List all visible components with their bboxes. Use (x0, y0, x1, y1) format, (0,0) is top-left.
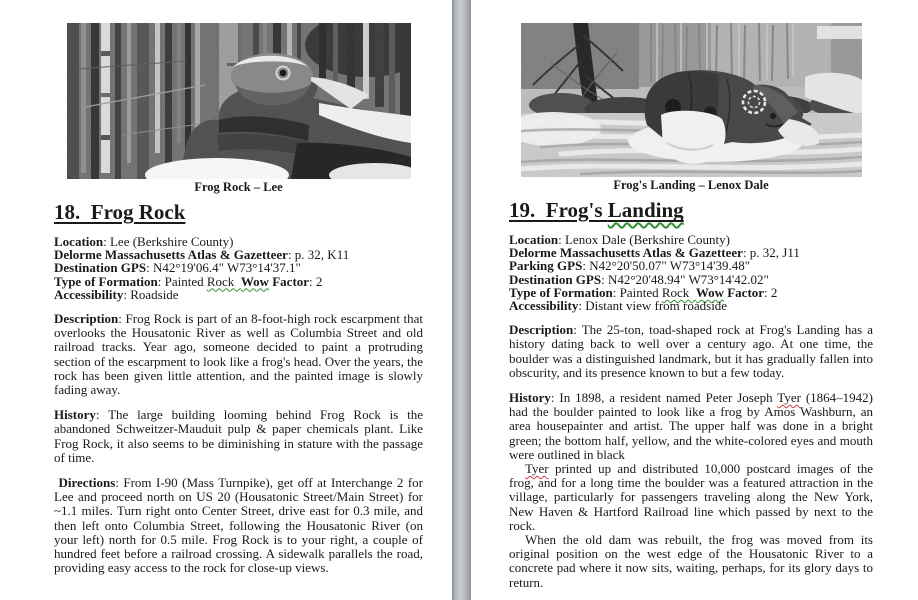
section-heading-18 (54, 200, 423, 225)
text-segment: : N42°20'48.94" W73°14'42.02" (601, 271, 769, 287)
text-segment: : From I-90 (Mass Turnpike), get off at Interchange 2 for Lee and proceed north on US 20 (Housatonic Street/Main Street) for ~1.1 miles. Turn right onto Center Street, drive east for 0.3 mile, and then left onto Columbia Street, following the Housatonic River (on your left) north for 0.5 mile. Frog Rock is to your right, a couple of hundred feet before a railroad crossing. A sidewalk parallels the road, providing easy access to the rock for close-up views. (54, 475, 423, 576)
page-right (471, 0, 918, 600)
text-segment: Description (54, 311, 119, 327)
frogs-landing-photo (521, 23, 862, 177)
paragraph-description (54, 312, 423, 397)
text-segment: : p. 32, J11 (742, 245, 800, 261)
text-segment: Wow (240, 273, 269, 289)
meta-line-accessibility (54, 288, 423, 301)
text-segment: Location (509, 232, 559, 247)
meta-line-accessibility (509, 299, 873, 312)
text-segment: Directions (54, 475, 116, 491)
text-segment: Rock (661, 284, 696, 300)
paragraph-directions (54, 476, 423, 575)
meta-block-left (54, 235, 423, 301)
heading-text (509, 198, 684, 222)
paragraph-description (509, 323, 873, 380)
text-segment: printed up and distributed 10,000 postcard images of the frog, and for a long time the boulder was a featured attraction in the village, particularly for passengers traveling along the New York, New Haven & Hartford Railroad line which passed by next to the rock. (509, 461, 873, 533)
text-segment: : Lenox Dale (Berkshire County) (558, 232, 730, 247)
paragraph-history-continued (509, 533, 873, 590)
text-segment: History (509, 390, 551, 406)
photo-caption-right: Frog's Landing – Lenox Dale (613, 178, 769, 192)
text-segment: Rock (206, 273, 241, 289)
text-segment: When the old dam was rebuilt, the frog was moved from its original position on the west edge of the Housatonic River to a concrete pad where it now sits, waiting, perhaps, for its glory days to return. (509, 532, 873, 590)
text-segment: : In 1898, a resident named Peter Joseph (550, 390, 778, 406)
text-segment: Type of Formation (509, 284, 613, 300)
text-segment: History (54, 407, 96, 423)
photo-caption-left: Frog Rock – Lee (194, 180, 283, 194)
text-segment: Wow (695, 284, 724, 300)
text-segment: Delorme Massachusetts Atlas & Gazetteer (54, 247, 288, 263)
paragraph-history (509, 391, 873, 462)
text-segment: : N42°19'06.4" W73°14'37.1" (146, 260, 301, 276)
text-segment: Type of Formation (54, 273, 158, 289)
text-segment: : p. 32, K11 (287, 247, 350, 263)
text-segment: Location (54, 234, 104, 249)
section-heading-19 (509, 198, 873, 223)
text-segment: : Roadside (123, 286, 179, 302)
text-segment: Tyer (525, 461, 549, 477)
text-segment: Accessibility (54, 286, 124, 302)
text-segment: Description (509, 322, 574, 338)
frog-rock-photo (67, 23, 411, 179)
text-segment: : 2 (764, 284, 778, 300)
text-segment: Tyer (777, 390, 801, 406)
text-segment: (1864–1942) had the boulder painted to look like a frog by Amos Washburn, an area housepainter and artist. The upper half was done in a bright green; the bottom half, yellow, and the white-colored eyes and mouth were outlined in black (509, 390, 873, 462)
text-segment: : 2 (309, 273, 323, 289)
text-segment: Landing (607, 198, 684, 222)
text-segment: Accessibility (509, 298, 579, 314)
text-segment: : Painted (157, 273, 207, 289)
text-segment: : The large building looming behind Frog Rock is the abandoned Schweitzer-Mauduit pulp & paper chemicals plant. Like Frog Rock, it also seems to be diminishing in stature with the passage of time. (54, 407, 423, 465)
text-segment: 19. Frog's (509, 198, 608, 222)
text-segment: Destination GPS (509, 271, 602, 287)
text-segment: : Frog Rock is part of an 8-foot-high rock escarpment that overlooks the Housatonic River as well as Columbia Street and old railroad tracks. Year ago, someone decided to paint a protruding section of the escarpment to look like a frog's head. Over the years, the rock has been given little attention, and the painted image is slowly fading away. (54, 311, 423, 398)
text-segment: : Lee (Berkshire County) (103, 234, 234, 249)
meta-block-right (509, 233, 873, 312)
text-segment: Destination GPS (54, 260, 147, 276)
text-segment: : N42°20'50.07" W73°14'39.48" (582, 258, 751, 274)
paragraph-history (54, 408, 423, 465)
paragraph-history-continued (509, 462, 873, 533)
text-segment: : The 25-ton, toad-shaped rock at Frog's Landing has a history dating back to well over a century ago. At one time, the boulder was a distinguished landmark, but it has gradually fallen into obscurity, and its presence known to but a few today. (509, 322, 873, 380)
photo-frame-left (54, 23, 423, 195)
text-segment: Factor (268, 273, 310, 289)
text-segment: Factor (723, 284, 765, 300)
photo-frame-right (509, 23, 873, 193)
heading-text (54, 200, 185, 224)
page-gutter-divider (452, 0, 471, 600)
text-segment: 18. Frog Rock (54, 200, 186, 224)
page-left (0, 0, 452, 600)
text-segment: : Painted (612, 284, 662, 300)
text-segment: Delorme Massachusetts Atlas & Gazetteer (509, 245, 743, 261)
text-segment: : Distant view from roadside (578, 298, 728, 314)
text-segment: Parking GPS (509, 258, 583, 274)
